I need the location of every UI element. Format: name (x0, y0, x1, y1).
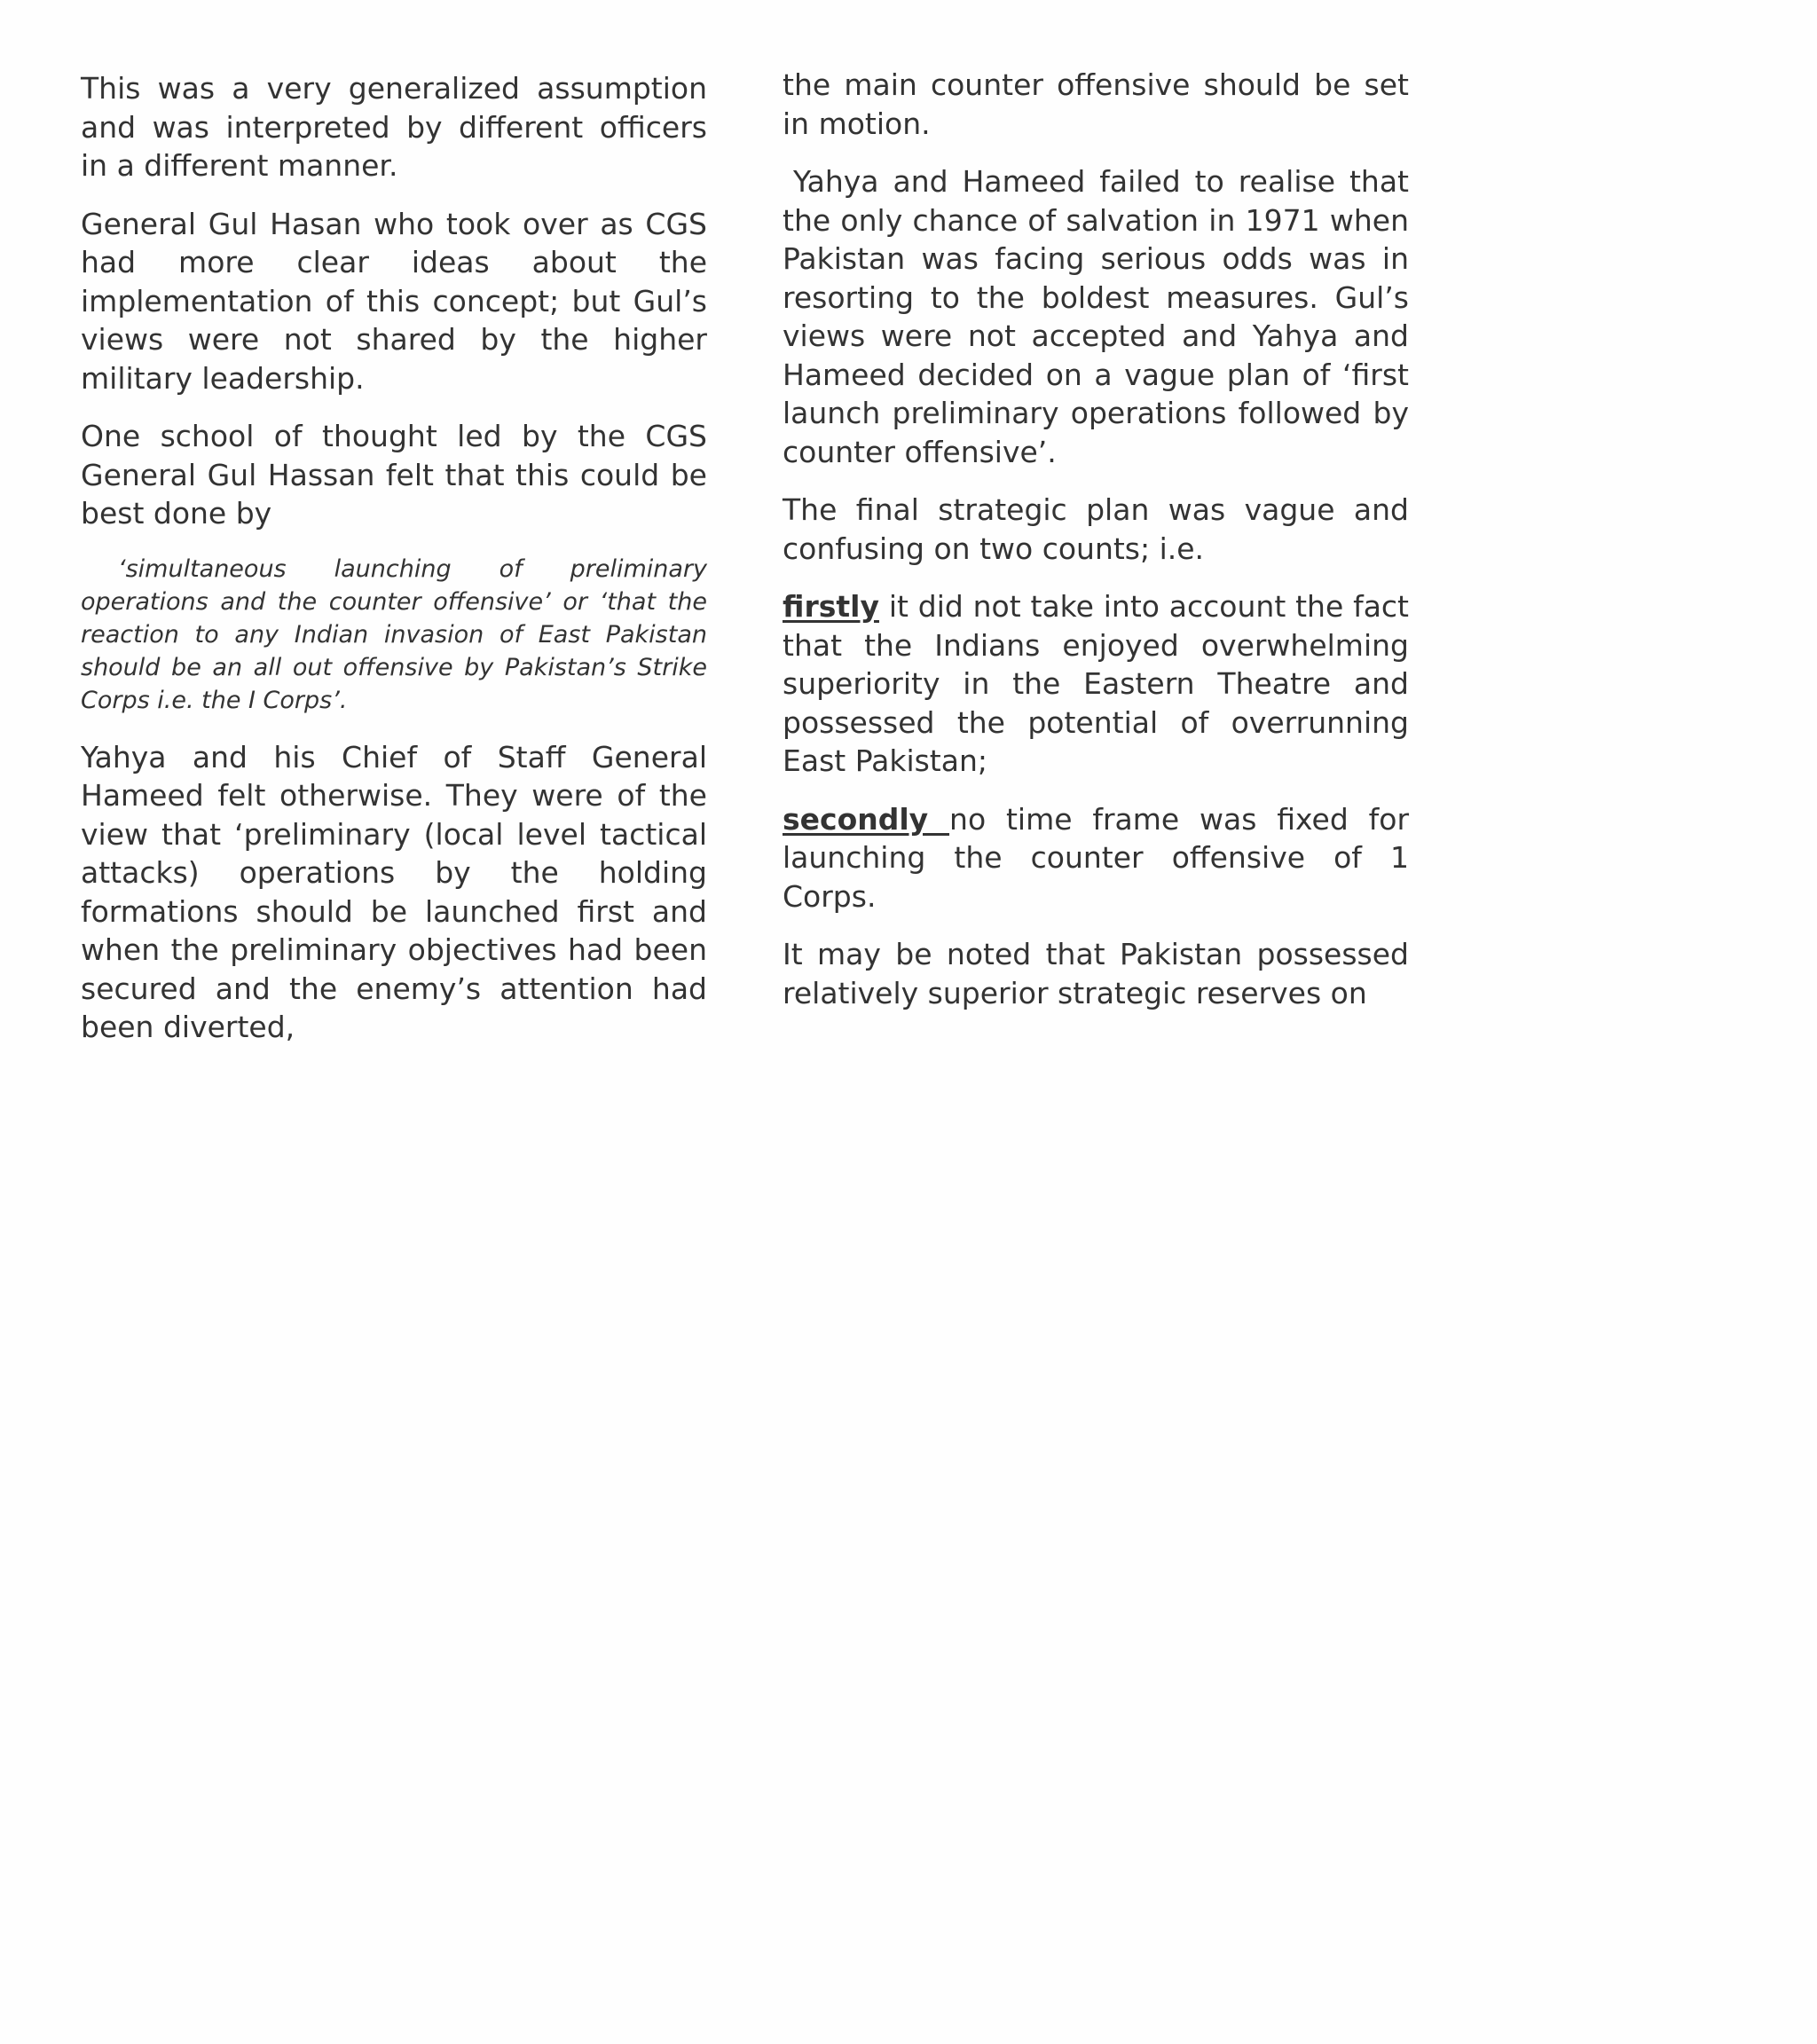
paragraph-generalized-assumption: This was a very generalized assumption and was interpreted by different officers in a different manner. (81, 71, 707, 183)
right-column (783, 66, 1409, 1032)
paragraph-firstly (783, 587, 1409, 781)
paragraph-secondly (783, 800, 1409, 916)
paragraph-final-strategic-plan: The final strategic plan was vague and confusing on two counts; i.e. (783, 492, 1409, 566)
paragraph-strategic-reserves: It may be noted that Pakistan possessed relatively superior strategic reserves on (783, 937, 1409, 1010)
paragraph-gul-hasan-cgs: General Gul Hasan who took over as CGS had more clear ideas about the implementation of this concept; but Gul’s views were not shared by the higher military leadership. (81, 206, 707, 396)
firstly-text: it did not take into account the fact that the Indians enjoyed overwhelming superiority in the Eastern Theatre and possessed the potential of overrunning East Pakistan; (783, 589, 1409, 778)
paragraph-school-of-thought: One school of thought led by the CGS General Gul Hassan felt that this could be best done by (81, 419, 707, 531)
paragraph-counter-offensive-motion: the main counter offensive should be set in motion. (783, 67, 1409, 141)
quote-simultaneous-launching: ‘simultaneous launching of preliminary operations and the counter offensive’ or ‘that the reaction to any Indian invasion of East Pakistan should be an all out offensive by Pakistan’s Strike Corps i.e. the I Corps’. (81, 554, 707, 714)
firstly-lead-word: firstly (783, 589, 879, 624)
paragraph-yahya-hameed-view: Yahya and his Chief of Staff General Hameed felt otherwise. They were of the view that ‘preliminary (local level tactical attacks) operations by the holding formations should be launched first and when the preliminary objectives had been secured and the enemy’s attention had been diverted, (81, 739, 707, 1044)
paragraph-failed-to-realise: Yahya and Hameed failed to realise that the only chance of salvation in 1971 when Pakistan was facing serious odds was in resorting to the boldest measures. Gul’s views were not accepted and Yahya and Hameed decided on a vague plan of ‘first launch preliminary operations followed by counter offensive’. (783, 164, 1409, 469)
left-column (81, 69, 707, 1066)
secondly-text: no time frame was fixed for launching the counter offensive of 1 Corps. (783, 801, 1410, 914)
secondly-lead-word: secondly (783, 801, 950, 837)
